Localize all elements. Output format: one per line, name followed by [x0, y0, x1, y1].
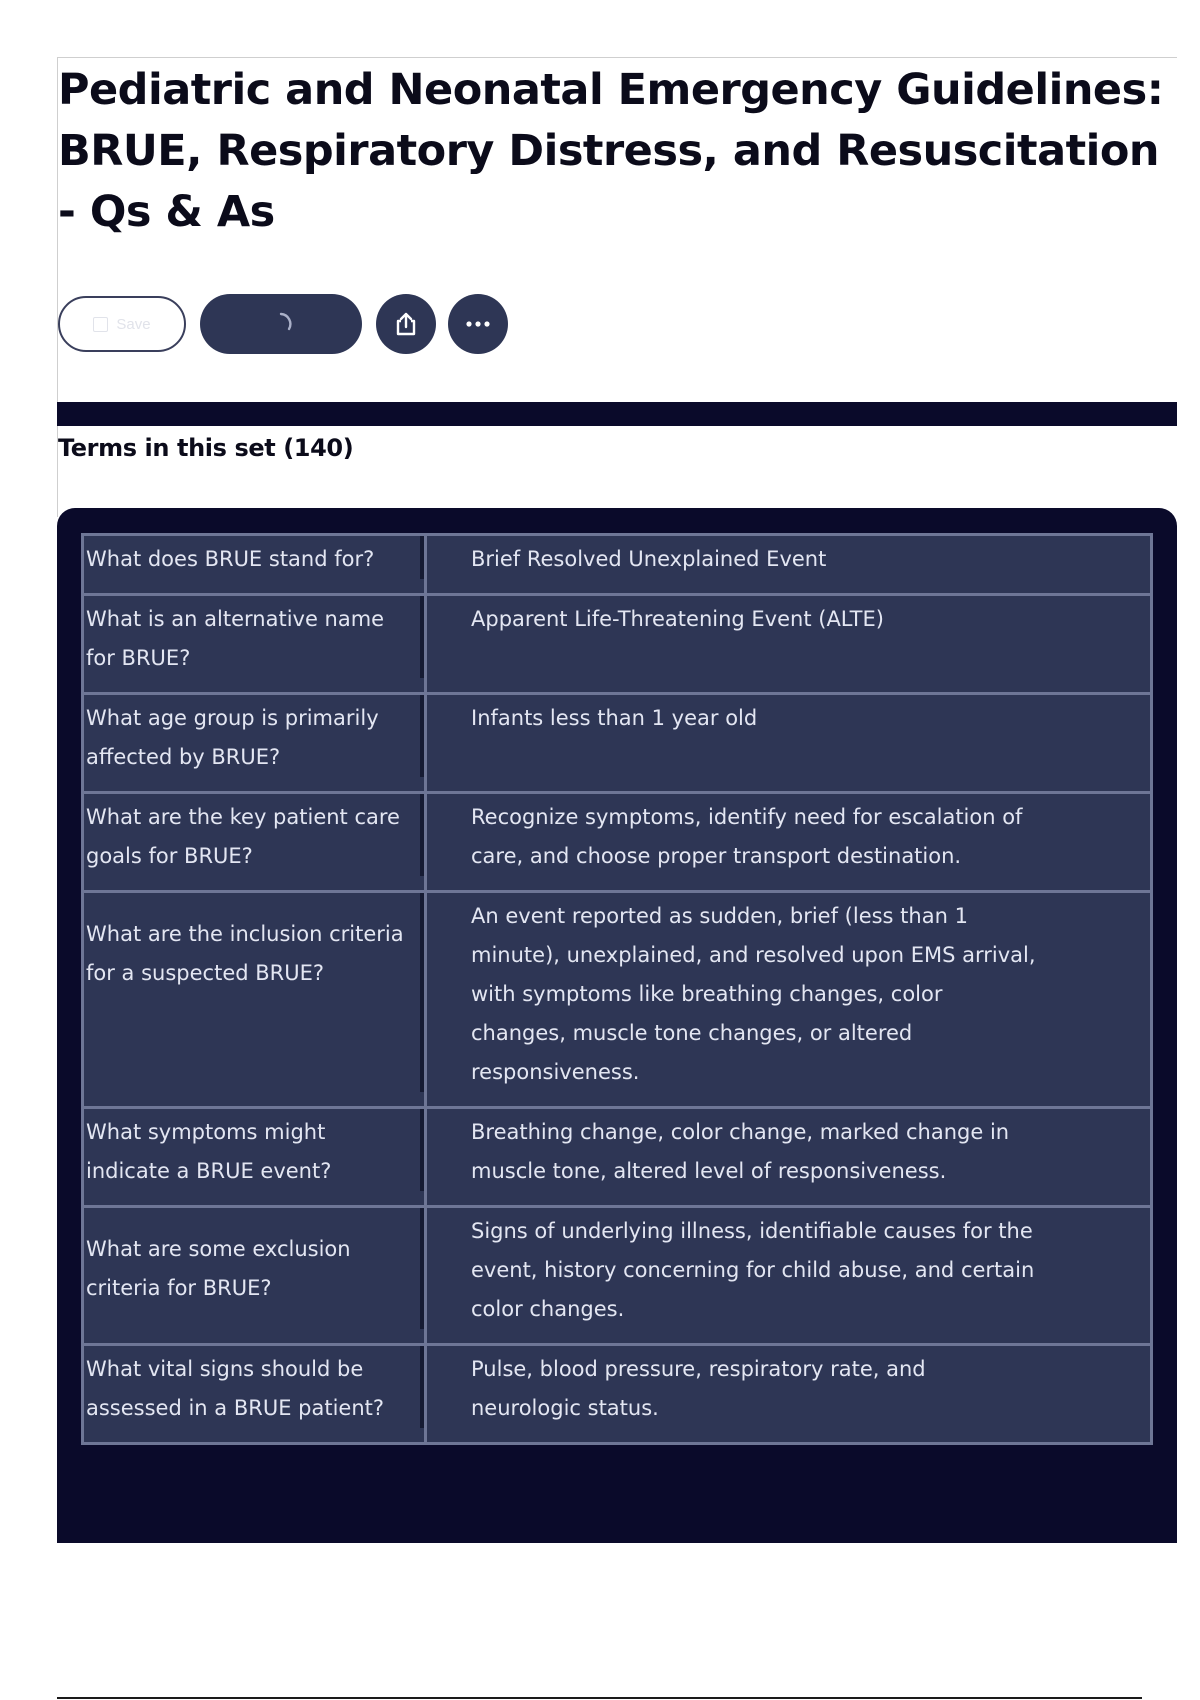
action-bar: [58, 294, 508, 354]
term-row[interactable]: [83, 1207, 1152, 1345]
share-icon: [392, 310, 420, 338]
definition-cell: Breathing change, color change, marked change in muscle tone, altered level of responsiveness.: [426, 1108, 1152, 1207]
more-icon: [464, 320, 492, 328]
study-button[interactable]: [200, 294, 362, 354]
terms-heading: Terms in this set (140): [58, 434, 354, 462]
page-title: Pediatric and Neonatal Emergency Guidelines: BRUE, Respiratory Distress, and Resuscitation - Qs & As: [58, 65, 1164, 237]
section-divider-band: [57, 402, 1177, 426]
bookmark-icon: [93, 317, 108, 332]
definition-cell: Signs of underlying illness, identifiable causes for the event, history concerning for child abuse, and certain color changes.: [426, 1207, 1152, 1345]
term-row[interactable]: [83, 535, 1152, 595]
term-cell: What age group is primarily affected by BRUE?: [83, 694, 426, 793]
term-cell: What symptoms might indicate a BRUE event?: [83, 1108, 426, 1207]
term-row[interactable]: [83, 793, 1152, 892]
bottom-divider: [57, 1697, 1142, 1699]
term-cell: What are some exclusion criteria for BRUE?: [83, 1207, 426, 1345]
definition-cell: Infants less than 1 year old: [426, 694, 1152, 793]
term-cell: What vital signs should be assessed in a BRUE patient?: [83, 1345, 426, 1444]
definition-cell: Brief Resolved Unexplained Event: [426, 535, 1152, 595]
definition-cell: An event reported as sudden, brief (less than 1 minute), unexplained, and resolved upon EMS arrival, with symptoms like breathing changes, color changes, muscle tone changes, or altered responsiveness.: [426, 892, 1152, 1108]
term-row[interactable]: [83, 595, 1152, 694]
term-cell: What does BRUE stand for?: [83, 535, 426, 595]
share-button[interactable]: [376, 294, 436, 354]
top-divider: [57, 57, 1177, 58]
definition-cell: Pulse, blood pressure, respiratory rate, and neurologic status.: [426, 1345, 1152, 1444]
save-button[interactable]: [58, 296, 186, 352]
spinner-icon: [268, 311, 294, 337]
save-button-label: Save: [116, 315, 151, 333]
term-cell: What is an alternative name for BRUE?: [83, 595, 426, 694]
more-options-button[interactable]: [448, 294, 508, 354]
term-row[interactable]: [83, 694, 1152, 793]
term-row[interactable]: [83, 1345, 1152, 1444]
definition-cell: Apparent Life-Threatening Event (ALTE): [426, 595, 1152, 694]
term-cell: What are the inclusion criteria for a suspected BRUE?: [83, 892, 426, 1108]
term-row[interactable]: [83, 1108, 1152, 1207]
terms-panel: [57, 508, 1177, 1543]
term-row[interactable]: [83, 892, 1152, 1108]
terms-table: [81, 533, 1153, 1445]
term-cell: What are the key patient care goals for BRUE?: [83, 793, 426, 892]
definition-cell: Recognize symptoms, identify need for escalation of care, and choose proper transport destination.: [426, 793, 1152, 892]
